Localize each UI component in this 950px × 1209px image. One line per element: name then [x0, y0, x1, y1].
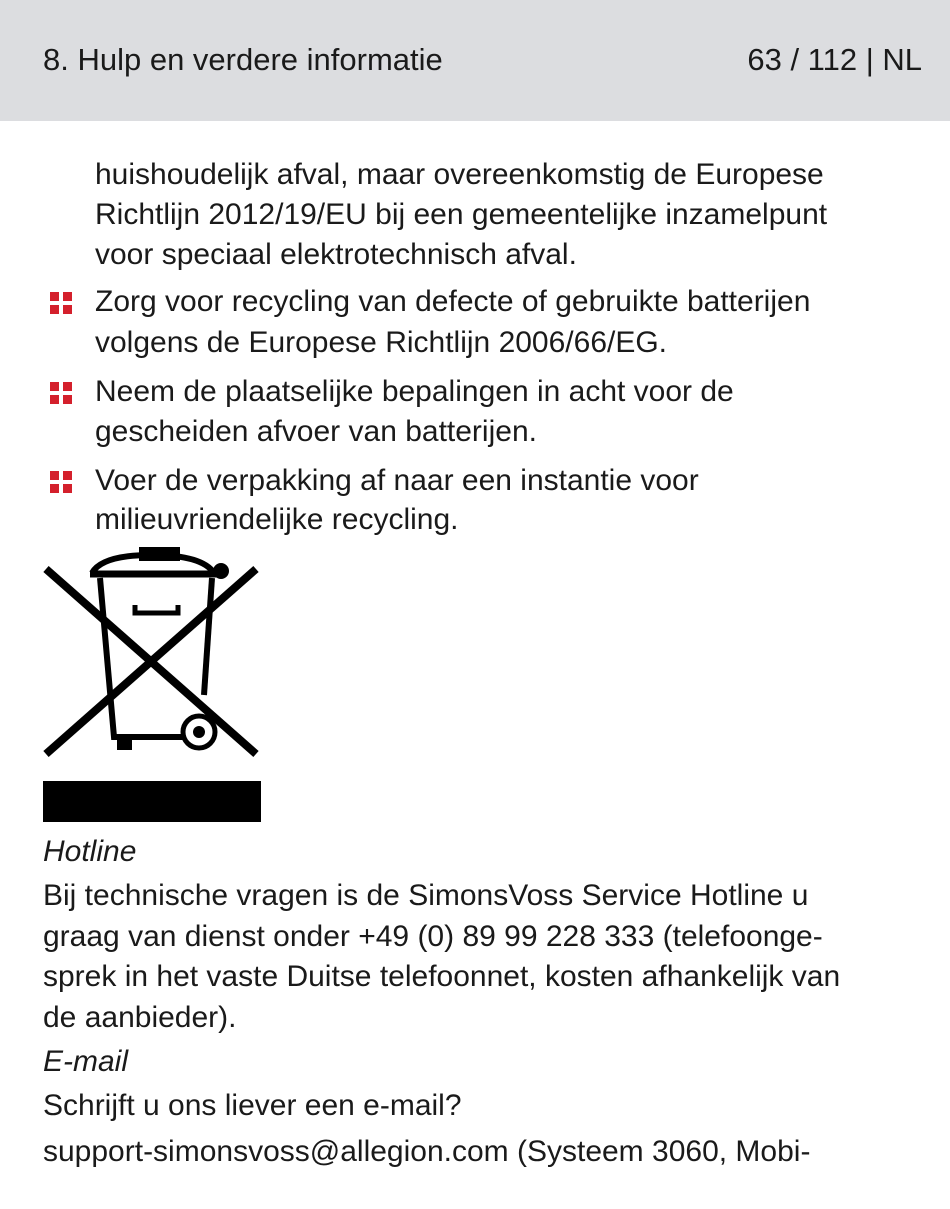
bullet-icon [50, 292, 72, 314]
bullet-3-line-1: Voer de verpakking af naar een instantie voor [95, 464, 699, 497]
intro-line-1: huishoudelijk afval, maar overeenkomstig de Europese [95, 158, 824, 191]
intro-line-2: Richtlijn 2012/19/EU bij een gemeentelijke inzamelpunt [95, 198, 828, 231]
hotline-line-3: sprek in het vaste Duitse telefoonnet, kosten afhankelijk van [43, 960, 841, 993]
bullet-3-line-2: milieuvriendelijke recycling. [95, 503, 459, 536]
hotline-line-2: graag van dienst onder +49 (0) 89 99 228 333 (telefoonge- [43, 920, 823, 953]
hotline-line-4: de aanbieder). [43, 1001, 237, 1034]
page-number: 63 / 112 | NL [747, 42, 922, 77]
bullet-2-line-2: gescheiden afvoer van batterijen. [95, 415, 537, 448]
email-heading: E-mail [43, 1045, 129, 1078]
page-header [0, 0, 950, 121]
bullet-1-line-1: Zorg voor recycling van defecte of gebruikte batterijen [95, 285, 811, 318]
bullet-2-line-1: Neem de plaatselijke bepalingen in acht voor de [95, 375, 734, 408]
email-line-2: support-simonsvoss@allegion.com (Systeem 3060, Mobi- [43, 1135, 811, 1168]
bullet-icon [50, 382, 72, 404]
section-title: 8. Hulp en verdere informatie [43, 42, 443, 77]
bullet-icon [50, 471, 72, 493]
hotline-heading: Hotline [43, 835, 137, 868]
bullet-1-line-2: volgens de Europese Richtlijn 2006/66/EG. [95, 326, 668, 359]
crossed-out-wheeled-bin-icon [42, 545, 262, 760]
intro-line-3: voor speciaal elektrotechnisch afval. [95, 238, 577, 271]
hotline-line-1: Bij technische vragen is de SimonsVoss Service Hotline u [43, 879, 809, 912]
email-line-1: Schrijft u ons liever een e-mail? [43, 1089, 462, 1122]
weee-black-bar [43, 781, 261, 822]
